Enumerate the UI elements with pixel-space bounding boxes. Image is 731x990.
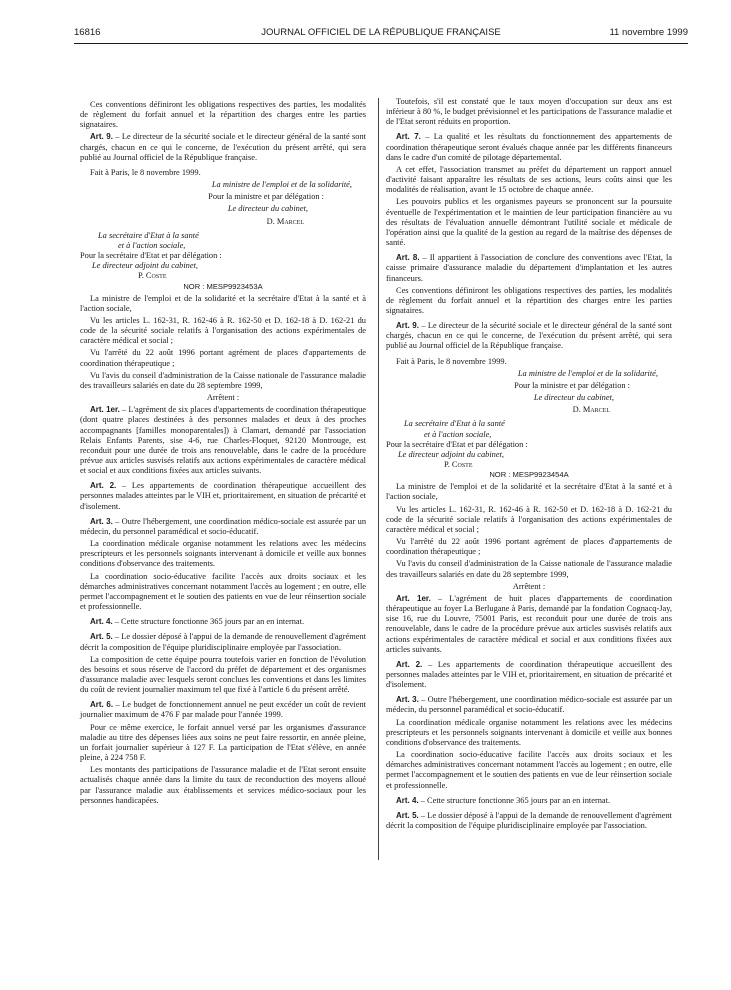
paragraph: La coordination médicale organise notamment les relations avec les médecins prescripteurs et les personnels soignants intervenant à domicile et veille aux bonnes conditions d'observance des traitements. [386,717,672,747]
paragraph: A cet effet, l'association transmet au préfet du département un rapport annuel d'activité faisant apparaître les résultats de ses actions, leurs coûts ainsi que les modalités de réalisation, avant le 15 octobre de chaque année. [386,164,672,195]
article-3: Art. 3. – Outre l'hébergement, une coordination médico-sociale est assurée par un médecin, du personnel paramédical et socio-éducatif. [386,695,673,715]
visa: Vu l'avis du conseil d'administration de la Caisse nationale de l'assurance maladie des travailleurs salariés en date du 28 septembre 1999, [386,559,672,579]
right-column [386,97,672,833]
nor-reference: NOR : MESP9923453A [183,281,263,291]
paragraph: Ces conventions définiront les obligations respectives des parties, les modalités de règlement du forfait annuel et la répartition des charges entre les parties signataires. [386,285,672,315]
article-2: Art. 2. – Les appartements de coordination thérapeutique accueillent des personnes malades atteintes par le VIH et, prioritairement, en situation de précarité et d'isolement. [80,481,367,511]
column-divider [378,98,379,860]
nor-reference: NOR : MESP9923454A [489,470,569,480]
paragraph: Les montants des participations de l'assurance maladie et de l'Etat seront ensuite actualisés chaque année dans la limite du taux de reconduction des moyens alloué par l'assurance maladie aux établissements et services médico-sociaux pour les personnes handicapées. [80,765,366,805]
paragraph: Ces conventions définiront les obligations respectives des parties, les modalités de règlement du forfait annuel et la répartition des charges entre les parties signataires. [80,100,366,130]
article-6: Art. 6. – Le budget de fonctionnement annuel ne peut excéder un coût de revient journalier maximum de 476 F par malade pour l'année 1999. [80,700,366,720]
article-4: Art. 4. – Cette structure fonctionne 365 jours par an en internat. [396,795,611,805]
left-column [80,100,366,808]
visa: Vu les articles L. 162-31, R. 162-46 à R. 162-50 et D. 162-18 à D. 162-21 du code de la sécurité sociale relatifs à l'organisation des actions expérimentales de caractère médical et social ; [80,315,366,346]
page-header [74,27,688,41]
visa: Vu les articles L. 162-31, R. 162-46 à R. 162-50 et D. 162-18 à D. 162-21 du code de la sécurité sociale relatifs à l'organisation des actions expérimentales de caractère médical et social ; [386,504,672,534]
article-1: Art. 1er. – L'agrément de huit places d'appartements de coordination thérapeutique au foyer La Berlugane à Paris, demandé par la fondation Cognacq-Jay, sise 16, rue du Louvre, 75001 Paris, est reconduit pour une durée de trois ans renouvelable, dans le cadre de la procédure prévue aux articles susvisés relatifs aux actions expérimentales de caractère médical et social et aux conditions fixées aux articles suivants. [386,593,673,654]
article-9: Art. 9. – Le directeur de la sécurité sociale et le directeur général de la santé sont chargés, chacun en ce qui le concerne, de l'exécution du présent arrêté, qui sera publié au Journal officiel de la République française. [386,321,673,351]
fait-a-paris: Fait à Paris, le 8 novembre 1999. [90,167,201,177]
header-rule [74,43,688,44]
visa: La ministre de l'emploi et de la solidarité et la secrétaire d'Etat à la santé et à l'action sociale, [80,293,366,313]
article-3: Art. 3. – Outre l'hébergement, une coordination médico-sociale est assurée par un médecin, du personnel paramédical et socio-éducatif. [80,516,367,536]
article-2: Art. 2. – Les appartements de coordination thérapeutique accueillent des personnes malades atteintes par le VIH et, prioritairement, en situation de précarité et d'isolement. [386,659,673,690]
article-5: Art. 5. – Le dossier déposé à l'appui de la demande de renouvellement d'agrément décrit la composition de l'équipe pluridisciplinaire employée par l'association. [386,810,672,830]
article-5: Art. 5. – Le dossier déposé à l'appui de la demande de renouvellement d'agrément décrit la composition de l'équipe pluridisciplinaire employée par l'association. [80,632,366,652]
article-label: Art. 9. [90,132,113,142]
paragraph: La coordination médicale organise notamment les relations avec les médecins prescripteurs et les personnels soignants intervenant à domicile et veille aux bonnes conditions d'observance des traitements. [80,539,366,569]
paragraph: La composition de cette équipe pourra toutefois varier en fonction de l'évolution des besoins et sous réserve de l'accord du préfet de département et des organismes d'assurance maladie avec lesquels seront conclues les conventions et dans les limites du coût de revient journalier maximum tel que fixé à l'article 6 du présent arrêté. [80,654,366,695]
signature-block-minister: La ministre de l'emploi et de la solidarité, Pour la ministre et par délégation : Le directeur du cabinet, D. Marcel [514,368,658,415]
visa: Vu l'arrêté du 22 août 1996 portant agrément de places d'appartements de coordination thérapeutique ; [80,348,366,368]
visa: La ministre de l'emploi et de la solidarité et la secrétaire d'Etat à la santé et à l'action sociale, [386,482,672,502]
paragraph: La coordination socio-éducative facilite l'accès aux droits sociaux et les démarches administratives concernant notamment l'accès au logement ; en outre, elle permet l'accompagnement et le soutien des patients en vue de leur réinsertion sociale et professionnelle. [80,571,366,612]
visa: Vu l'arrêté du 22 août 1996 portant agrément de places d'appartements de coordination thérapeutique ; [386,537,672,557]
article-8: Art. 8. – Il appartient à l'association de conclure des conventions avec l'Etat, la caisse primaire d'assurance maladie du département d'implantation et les autres financeurs. [386,253,672,283]
signature-block-minister: La ministre de l'emploi et de la solidarité, Pour la ministre et par délégation : Le directeur du cabinet, D. Marcel [208,180,352,226]
article-7: Art. 7. – La qualité et les résultats du fonctionnement des appartements de coordination thérapeutique seront évalués chaque année par les différents financeurs dans le cadre d'un comité de pilotage départemental. [386,132,672,162]
paragraph: Les pouvoirs publics et les organismes payeurs se prononcent sur la poursuite éventuelle de l'expérimentation et le maintien de leur participation financière au vu des résultats de l'évaluation annuelle démontrant l'utilité sociale et médicale de l'opération ainsi que la qualité de la gestion au regard de la maîtrise des dépenses de santé. [386,197,672,248]
article-1: Art. 1er. – L'agrément de six places d'appartements de coordination thérapeutique (dont quatre places destinées à des personnes malades et deux à des proches accompagnants [familles monoparentales]) à Clamart, demandé par l'association Relais Enfants Parents, sise 4-6, rue Charles-Floquet, 92120 Montrouge, est reconduit pour une durée de trois ans renouvelable, dans le cadre de la procédure prévue aux articles susvisés relatifs aux actions expérimentales de caractère médical et social et aux conditions fixées aux articles suivants. [80,405,366,476]
paragraph: Toutefois, s'il est constaté que le taux moyen d'occupation sur deux ans est inférieur à 80 %, le budget prévisionnel et les participations de l'assurance maladie et de l'Etat seront réduits en proportion. [386,97,672,127]
signature-block-secretary: La secrétaire d'Etat à la santé et à l'action sociale, Pour la secrétaire d'Etat et par délégation : Le directeur adjoint du cabinet, P. Coste [386,419,528,469]
arretent-heading: Arrêtent : [512,581,546,591]
article-9: Art. 9. – Le directeur de la sécurité sociale et le directeur général de la santé sont chargés, chacun en ce qui le concerne, de l'exécution du présent arrêté, qui sera publié au Journal officiel de la République française. [80,132,367,162]
article-4: Art. 4. – Cette structure fonctionne 365 jours par an en internat. [90,617,305,627]
issue-date: 11 novembre 1999 [609,27,688,38]
paragraph: La coordination socio-éducative facilite l'accès aux droits sociaux et les démarches administratives concernant notamment l'accès au logement ; en outre, elle permet l'accompagnement et le soutien des patients en vue de leur réinsertion sociale et professionnelle. [386,750,672,790]
visa: Vu l'avis du conseil d'administration de la Caisse nationale de l'assurance maladie des travailleurs salariés en date du 28 septembre 1999, [80,370,366,390]
fait-a-paris: Fait à Paris, le 8 novembre 1999. [396,356,507,366]
arretent-heading: Arrêtent : [206,393,240,403]
journal-title: JOURNAL OFFICIEL DE LA RÉPUBLIQUE FRANÇAISE [261,27,501,38]
paragraph: Pour ce même exercice, le forfait annuel versé par les organismes d'assurance maladie au titre des dépenses liées aux soins ne peut faire ressortir, en année pleine, un forfait journalier supérieur à 127 F. La participation de l'Etat s'élève, en année pleine, à 224 758 F. [80,722,366,763]
page-number: 16816 [74,27,101,38]
signature-block-secretary: La secrétaire d'Etat à la santé et à l'action sociale, Pour la secrétaire d'Etat et par délégation : Le directeur adjoint du cabinet, P. Coste [80,230,222,281]
